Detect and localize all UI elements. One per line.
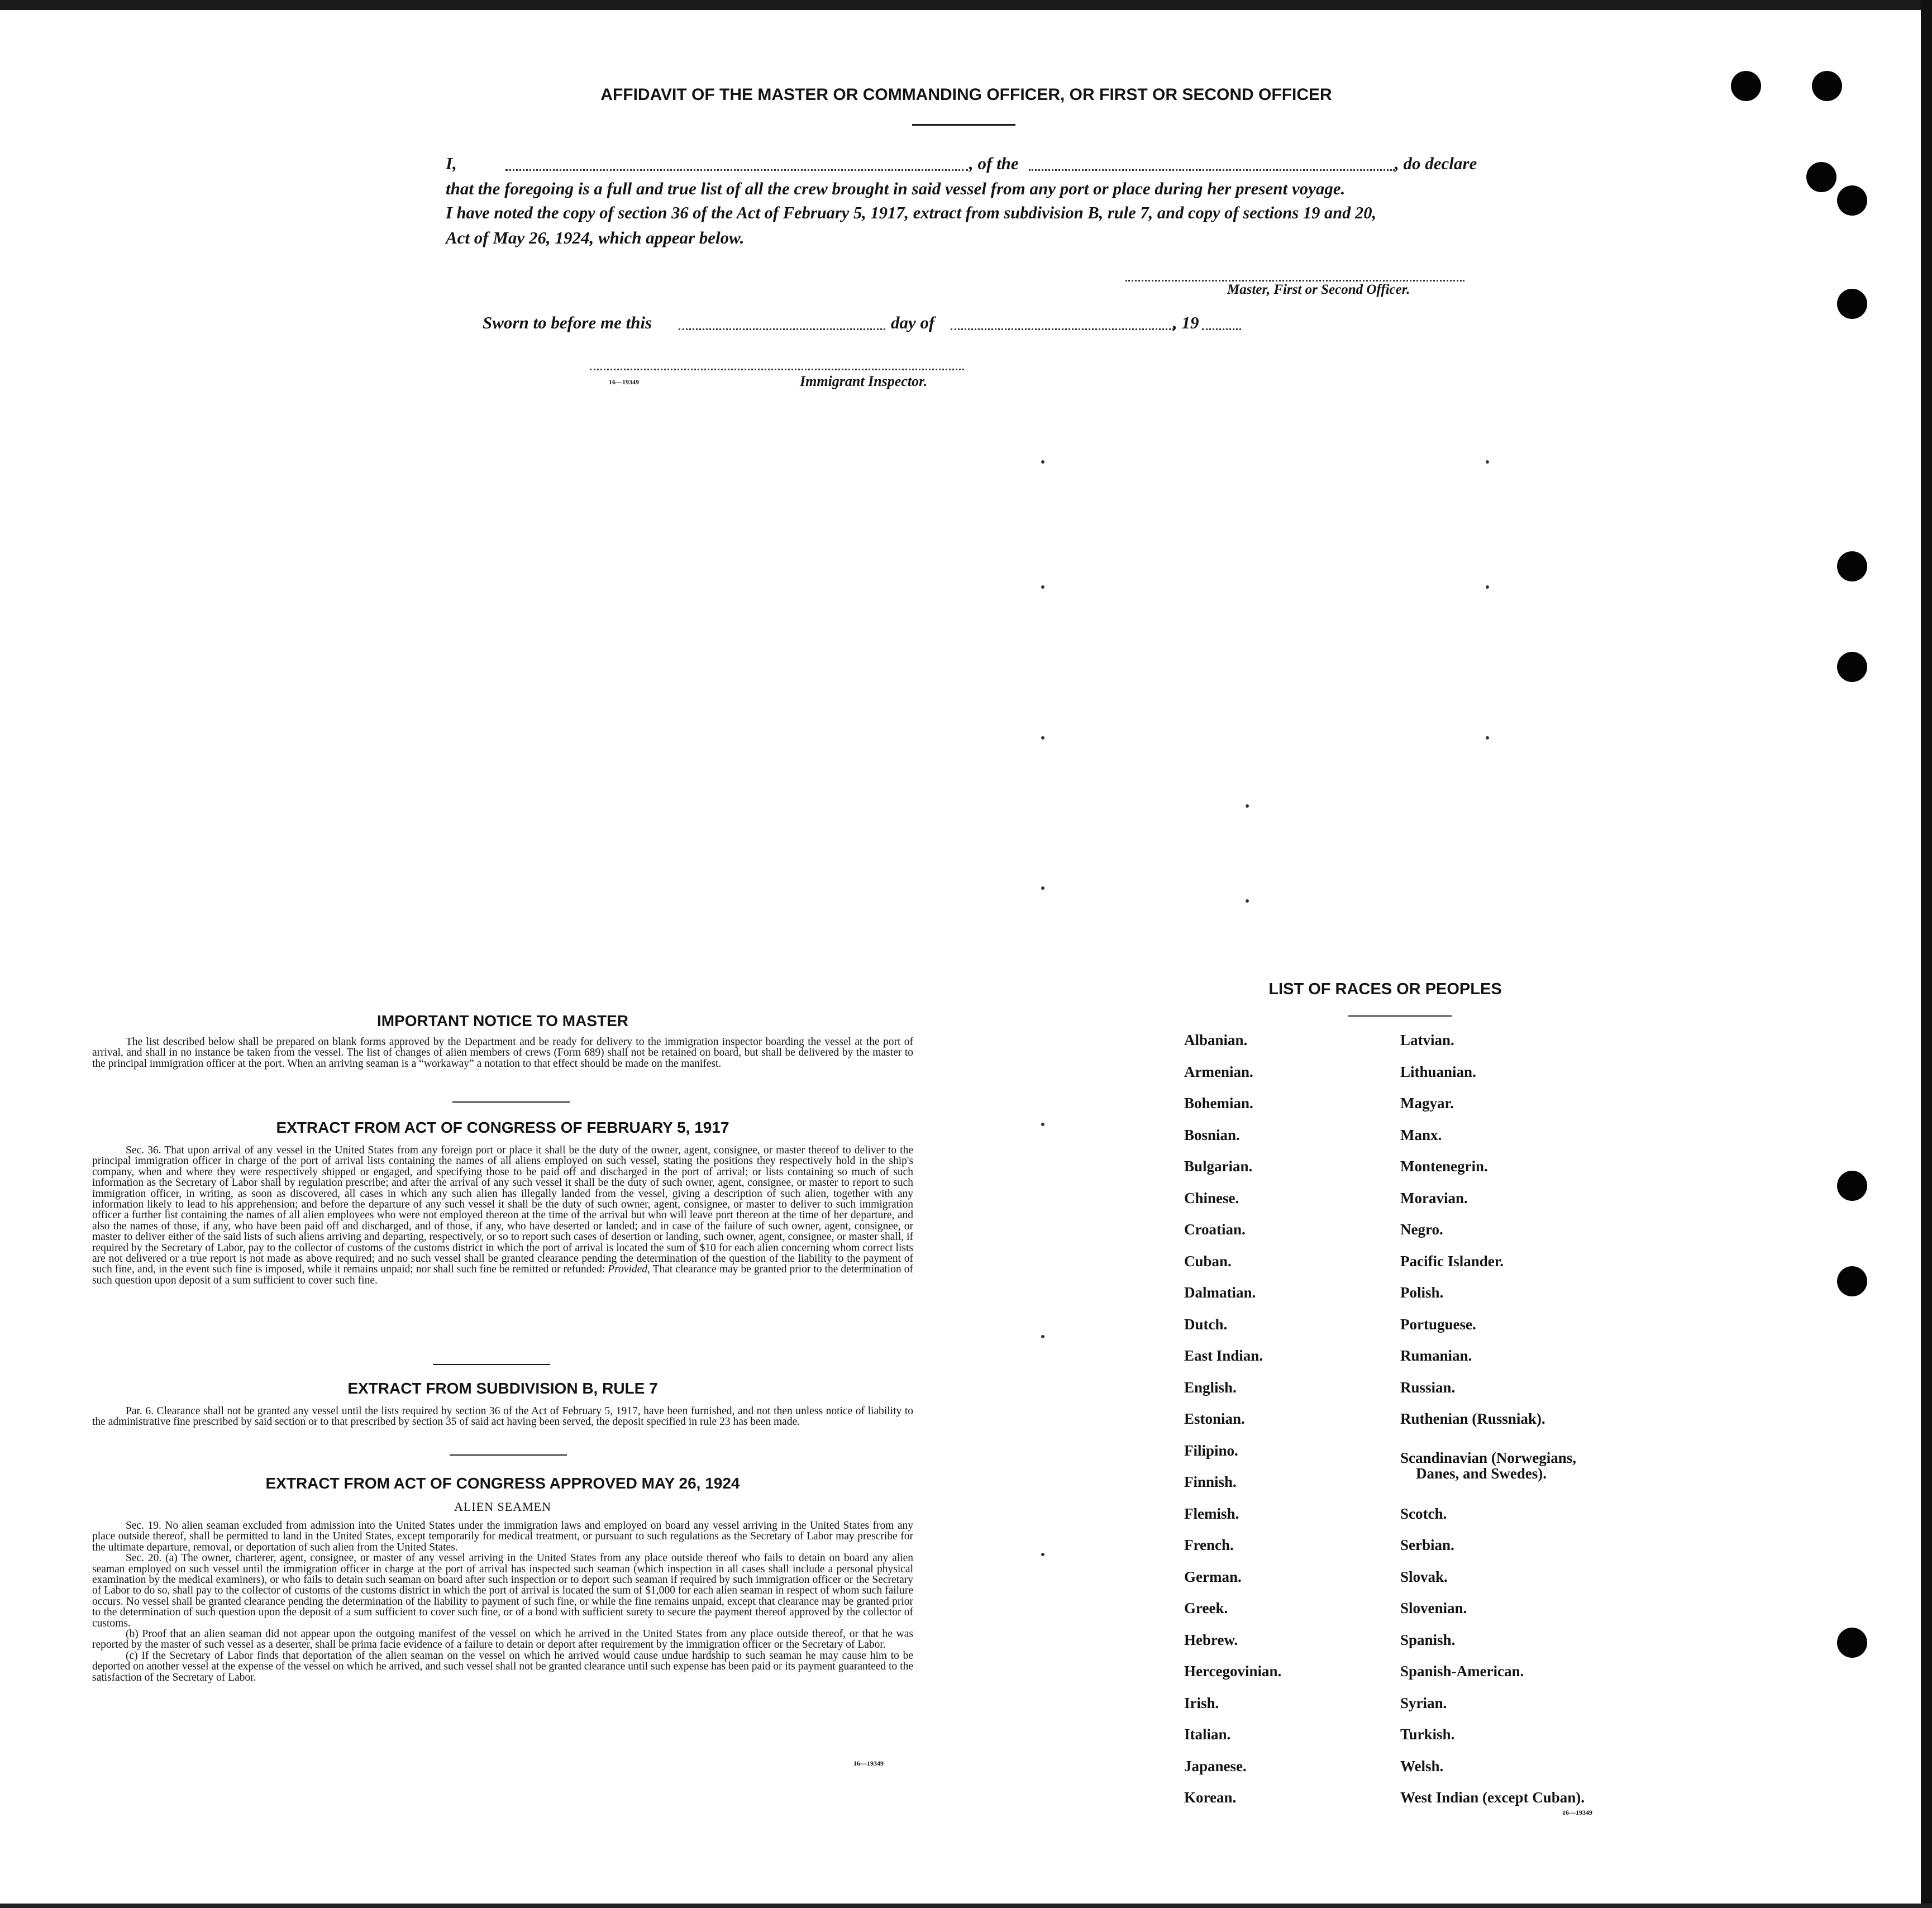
race-item: Pacific Islander. bbox=[1400, 1253, 1504, 1270]
punch-hole bbox=[1812, 71, 1842, 101]
scan-speck bbox=[1246, 804, 1249, 808]
do-declare-label: , do declare bbox=[1395, 154, 1477, 173]
race-item: Slovenian. bbox=[1400, 1600, 1467, 1616]
scan-bottom-edge bbox=[0, 1904, 1932, 1908]
race-item: Serbian. bbox=[1400, 1537, 1454, 1553]
punch-hole bbox=[1837, 652, 1867, 682]
section-19-paragraph: Sec. 19. No alien seaman excluded from admission into the United States under the immigration laws and employed on board any vessel arriving in the United States from any place outside thereof, shall be permitted to land in the United States, except temporarily for medical treatment, or pursuant to such regulations as the Secretary of Labor may prescribe for the ultimate departure, removal, or deportation of such alien from the United States. bbox=[92, 1520, 913, 1553]
affidavit-line-3: I have noted the copy of section 36 of the Act of February 5, 1917, extract from subdivision B, rule 7, and copy of sections 19 and 20, bbox=[446, 203, 1377, 222]
scan-speck bbox=[1041, 1335, 1044, 1338]
punch-hole bbox=[1837, 551, 1867, 581]
race-item: Dutch. bbox=[1184, 1316, 1228, 1333]
scan-top-edge bbox=[0, 0, 1932, 10]
scan-speck bbox=[1246, 899, 1249, 903]
master-signature-line[interactable] bbox=[1125, 280, 1464, 282]
race-item: Latvian. bbox=[1400, 1032, 1454, 1048]
race-item: Dalmatian. bbox=[1184, 1284, 1256, 1301]
race-item: Manx. bbox=[1400, 1127, 1442, 1143]
race-item: Irish. bbox=[1184, 1695, 1219, 1711]
race-item: Hebrew. bbox=[1184, 1632, 1238, 1648]
race-item: Montenegrin. bbox=[1400, 1158, 1488, 1175]
section-20c-paragraph: (c) If the Secretary of Labor finds that deportation of the alien seaman on the vessel on which he arrived would cause undue hardship to such seaman he may cause him to be deported on another vessel at the expense of the vessel on which he arrived, and such vessel shall not be granted clearance until such expense has been paid or its payment guaranteed to the satisfaction of the Secretary of Labor. bbox=[92, 1649, 913, 1683]
race-item: Finnish. bbox=[1184, 1473, 1237, 1490]
race-item: East Indian. bbox=[1184, 1347, 1263, 1364]
sworn-month-field[interactable] bbox=[951, 328, 1174, 330]
title-divider bbox=[912, 124, 1015, 126]
race-item: Filipino. bbox=[1184, 1442, 1238, 1459]
race-item: Korean. bbox=[1184, 1789, 1237, 1806]
scan-speck bbox=[1041, 736, 1044, 740]
proviso-word: Provided, bbox=[608, 1263, 650, 1276]
notice-text bbox=[92, 1037, 913, 1069]
title-divider bbox=[1348, 1015, 1452, 1017]
punch-hole bbox=[1837, 1171, 1867, 1201]
act-1924-text bbox=[92, 1520, 913, 1683]
race-item: Italian. bbox=[1184, 1726, 1231, 1743]
race-item: West Indian (except Cuban). bbox=[1400, 1789, 1585, 1806]
scan-speck bbox=[1041, 1123, 1044, 1126]
race-item: Portuguese. bbox=[1400, 1316, 1476, 1333]
i-label: I, bbox=[446, 154, 457, 173]
race-item: Croatian. bbox=[1184, 1221, 1246, 1238]
race-item: Magyar. bbox=[1400, 1095, 1454, 1112]
punch-hole bbox=[1731, 71, 1761, 101]
race-item: Scandinavian (Norwegians, bbox=[1400, 1449, 1577, 1466]
form-number: 16—19349 bbox=[1562, 1809, 1592, 1816]
section-20a-paragraph: Sec. 20. (a) The owner, charterer, agent, consignee, or master of any vessel arriving in the United States from any place outside thereof who fails to detain on board any alien seaman employed on such vessel until the immigration officer in charge at the port of arrival has inspected such seaman (which inspection in all cases shall include a personal physical examination by the medical examiners), or who fails to detain such seaman on board after such inspection or to deport such seaman if required by such immigration officer or the Secretary of Labor to do so, shall pay to the collector of customs of the customs district in which the port of arrival is located the sum of $1,000 for each alien seaman in respect of whom such failure occurs. No vessel shall be granted clearance pending the determination of the liability to payment of such fine, or while the fine remains unpaid, except that clearance may be granted prior to the determination of such question upon the deposit of a sum sufficient to cover such fine, or of a bond with sufficient surety to secure the payment thereof approved by the collector of customs. bbox=[92, 1552, 913, 1629]
alien-seamen-subtitle: ALIEN SEAMEN bbox=[454, 1500, 551, 1514]
inspector-label: Immigrant Inspector. bbox=[800, 373, 928, 389]
race-item: Chinese. bbox=[1184, 1190, 1239, 1206]
notice-title: IMPORTANT NOTICE TO MASTER bbox=[376, 1012, 629, 1029]
scan-speck bbox=[1041, 585, 1044, 589]
race-item: Moravian. bbox=[1400, 1190, 1468, 1206]
race-item: Flemish. bbox=[1184, 1505, 1239, 1522]
section-36-text: Sec. 36. That upon arrival of any vessel in the United States from any foreign port or place it shall be the duty of the owner, agent, consignee, or master thereof to deliver to the principal immigration officer in charge of the port of arrival lists containing the names of all aliens employed on such vessel, stating the positions they respectively hold in the ship's company, when and where they were respectively shipped or engaged, and specifying those to be paid off and discharged in the port of arrival; or lists containing so much of such information as the Secretary of Labor shall by regulation prescribe; and after the arrival of any such vessel it shall be the duty of such owner, agent, consignee, or master to report to such immigration officer, in writing, as soon as discovered, all cases in which any such alien has illegally landed from the vessel, giving a description of such alien, together with any information likely to lead to his apprehension; and before the departure of any such vessel it shall be the duty of such owner, agent, consignee, or master to deliver to such immigration officer a further list containing the names of all alien employees who were not employed thereon at the time of the arrival but who will leave port thereon at the time of her departure, and also the names of those, if any, who have been paid off and discharged, and of those, if any, who have deserted or landed; and in case of the failure of such owner, agent, consignee, or master to deliver either of the said lists of such aliens arriving and departing, respectively, or so to report such cases of desertion or landing, such owner, agent, consignee, or master shall, if required by the Secretary of Labor, pay to the collector of customs of the customs district in which the port of arrival is located the sum of $10 for each alien concerning whom correct lists are not delivered or a true report is not made as above required; and no such vessel shall be granted clearance pending the determination of the question of the liability to the payment of such fine, and, in the event such fine is imposed, while it remains unpaid; nor shall such fine be remitted or refunded: bbox=[92, 1144, 913, 1276]
scan-right-edge bbox=[1921, 0, 1932, 1908]
scan-speck bbox=[1041, 886, 1044, 890]
race-item: Hercegovinian. bbox=[1184, 1663, 1282, 1680]
name-field[interactable] bbox=[505, 169, 968, 171]
race-item: Rumanian. bbox=[1400, 1347, 1472, 1364]
race-item: Negro. bbox=[1400, 1221, 1443, 1238]
race-item: Albanian. bbox=[1184, 1032, 1248, 1048]
race-item: Japanese. bbox=[1184, 1758, 1247, 1775]
day-of-label: day of bbox=[891, 313, 935, 332]
rule-7-paragraph: Par. 6. Clearance shall not be granted any vessel until the lists required by section 36 of the Act of February 5, 1917, have been furnished, and not then unless notice of liability to the administrative fine prescribed by said section or to that prescribed by section 35 of said act having been served, the deposit specified in rule 23 has been made. bbox=[92, 1405, 913, 1428]
race-item: Syrian. bbox=[1400, 1695, 1447, 1711]
form-number: 16—19349 bbox=[609, 378, 639, 386]
punch-hole bbox=[1837, 185, 1867, 216]
scan-speck bbox=[1486, 460, 1489, 464]
sworn-day-field[interactable] bbox=[679, 328, 885, 330]
year-prefix: , 19 bbox=[1173, 313, 1199, 332]
race-item: Russian. bbox=[1400, 1379, 1456, 1396]
section-20b-paragraph: (b) Proof that an alien seaman did not appear upon the outgoing manifest of the vessel on which he arrived in the United States from any place outside thereof, or that he was reported by the master of such vessel as a deserter, shall be prima facie evidence of a failure to detain or deport after requirement by the immigration officer or the Secretary of Labor. bbox=[92, 1628, 913, 1651]
race-item: Armenian. bbox=[1184, 1063, 1253, 1080]
scan-speck bbox=[1486, 585, 1489, 589]
race-item: Bosnian. bbox=[1184, 1127, 1240, 1143]
master-signature-label: Master, First or Second Officer. bbox=[1227, 282, 1410, 297]
punch-hole bbox=[1806, 162, 1836, 192]
race-item: Spanish. bbox=[1400, 1632, 1456, 1648]
race-item: Danes, and Swedes). bbox=[1416, 1465, 1547, 1482]
punch-hole bbox=[1837, 1628, 1867, 1658]
sworn-year-field[interactable] bbox=[1202, 328, 1241, 330]
rule-7-title: EXTRACT FROM SUBDIVISION B, RULE 7 bbox=[347, 1380, 658, 1397]
notice-paragraph: The list described below shall be prepared on blank forms approved by the Department and be ready for delivery to the immigration inspector boarding the vessel at the port of arrival, and shall in no instance be taken from the vessel. The list of changes of alien members of crews (Form 689) shall not be retained on board, but shall be delivered by the master to the principal immigration officer at the port. When an arriving seaman is a “workaway” a notation to that effect should be made on the manifest. bbox=[92, 1036, 913, 1070]
scan-speck bbox=[1041, 460, 1044, 464]
affidavit-line-2: that the foregoing is a full and true list of all the crew brought in said vessel from any port or place during her present voyage. bbox=[446, 179, 1346, 198]
act-1924-title: EXTRACT FROM ACT OF CONGRESS APPROVED MAY 26, 1924 bbox=[265, 1475, 740, 1492]
race-item: Welsh. bbox=[1400, 1758, 1444, 1775]
punch-hole bbox=[1837, 1266, 1867, 1296]
section-36-paragraph bbox=[92, 1145, 913, 1286]
affidavit-line-4: Act of May 26, 1924, which appear below. bbox=[446, 228, 745, 247]
race-item: Estonian. bbox=[1184, 1410, 1245, 1427]
race-item: French. bbox=[1184, 1537, 1234, 1553]
section-divider bbox=[450, 1454, 567, 1456]
extract-1917-title: EXTRACT FROM ACT OF CONGRESS OF FEBRUARY 5, 1917 bbox=[276, 1119, 729, 1136]
race-item: Lithuanian. bbox=[1400, 1063, 1476, 1080]
vessel-field[interactable] bbox=[1029, 169, 1395, 171]
race-item: Polish. bbox=[1400, 1284, 1444, 1301]
race-item: Cuban. bbox=[1184, 1253, 1232, 1270]
inspector-signature-line[interactable] bbox=[590, 369, 964, 370]
race-item: Turkish. bbox=[1400, 1726, 1455, 1743]
race-item: Scotch. bbox=[1400, 1505, 1447, 1522]
extract-1917-text bbox=[92, 1145, 913, 1286]
affidavit-line-1 bbox=[446, 154, 457, 174]
section-36-end: That clearance may be granted prior to the determination of such question upon deposit of a sum sufficient to cover such fine. bbox=[92, 1263, 913, 1286]
race-item: Spanish-American. bbox=[1400, 1663, 1524, 1680]
form-number: 16—19349 bbox=[853, 1759, 884, 1767]
sworn-label: Sworn to before me this bbox=[483, 313, 652, 332]
punch-hole bbox=[1837, 289, 1867, 319]
race-item: Bohemian. bbox=[1184, 1095, 1253, 1112]
section-divider bbox=[452, 1101, 570, 1103]
race-item: Bulgarian. bbox=[1184, 1158, 1253, 1175]
scan-speck bbox=[1041, 1553, 1044, 1556]
race-item: Ruthenian (Russniak). bbox=[1400, 1410, 1545, 1427]
race-item: Greek. bbox=[1184, 1600, 1228, 1616]
race-item: English. bbox=[1184, 1379, 1237, 1396]
of-the-label: , of the bbox=[969, 154, 1019, 173]
race-item: Slovak. bbox=[1400, 1568, 1448, 1585]
affidavit-title: AFFIDAVIT OF THE MASTER OR COMMANDING OFFICER, OR FIRST OR SECOND OFFICER bbox=[600, 85, 1332, 104]
race-item: German. bbox=[1184, 1568, 1242, 1585]
rule-7-text bbox=[92, 1406, 913, 1428]
scan-speck bbox=[1486, 736, 1489, 740]
section-divider bbox=[433, 1364, 550, 1365]
races-title: LIST OF RACES OR PEOPLES bbox=[1268, 980, 1502, 998]
